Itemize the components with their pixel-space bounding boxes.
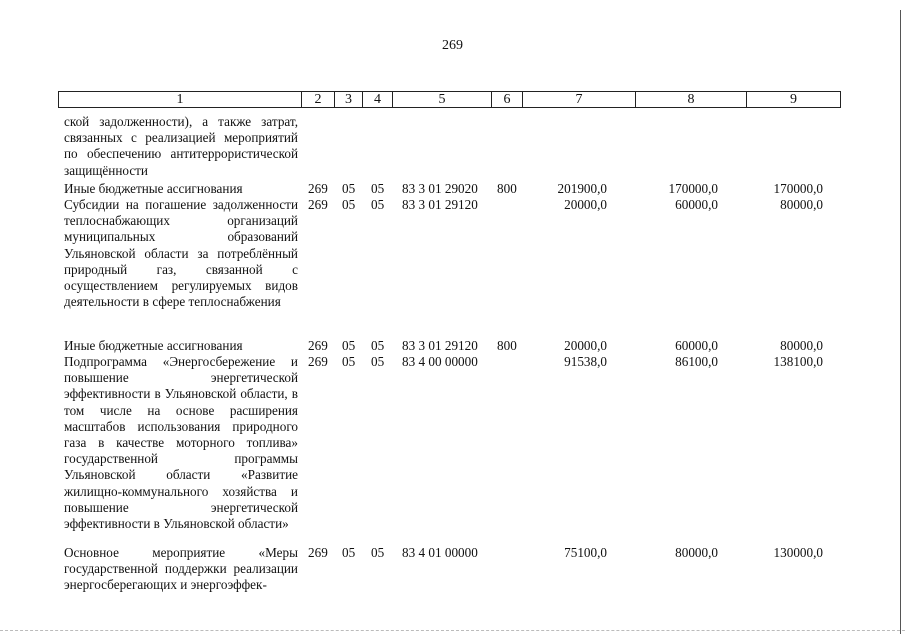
row-col-4: 05 (371, 545, 385, 560)
row-col-6: 800 (497, 338, 517, 353)
row-col-2: 269 (308, 181, 328, 196)
continuation-text: ской задолженности), а также затрат, связанных с реализацией мероприятий по обеспечению антитеррористической защищённости (64, 114, 298, 178)
row-col-8: 80000,0 (675, 545, 718, 560)
row-description: Иные бюджетные ассигнования (64, 338, 243, 353)
row-col-5: 83 4 00 00000 (402, 354, 478, 369)
row-col-3: 05 (342, 338, 356, 353)
row-col-2: 269 (308, 197, 328, 212)
row-col-7: 91538,0 (564, 354, 607, 369)
row-col-5: 83 3 01 29120 (402, 197, 478, 212)
row-col-9: 138100,0 (773, 354, 823, 369)
header-col-9: 9 (790, 92, 797, 107)
row-description: Подпрограмма «Энергосбережение и повышение энергетической эффективности в Ульяновской области, в том числе на основе расширения масштабов использования природного газа в качестве моторного топлива» государственной программы Ульяновской области «Развитие жилищно-коммунального хозяйства и повышение энергетической эффективности в Ульяновской области» (64, 354, 298, 532)
scan-edge-line (0, 630, 905, 631)
header-col-3: 3 (335, 92, 363, 107)
header-col-5: 5 (393, 92, 492, 107)
row-col-9: 130000,0 (773, 545, 823, 560)
row-col-3: 05 (342, 197, 356, 212)
row-col-7: 75100,0 (564, 545, 607, 560)
page-number: 269 (442, 38, 463, 53)
header-col-7: 7 (523, 92, 636, 107)
row-description: Основное мероприятие «Меры государственной поддержки реализации энергосберегающих и энергоэффек- (64, 545, 298, 593)
row-col-8: 86100,0 (675, 354, 718, 369)
header-col-8: 8 (636, 92, 747, 107)
row-col-4: 05 (371, 197, 385, 212)
row-col-8: 60000,0 (675, 338, 718, 353)
row-col-3: 05 (342, 545, 356, 560)
row-col-4: 05 (371, 181, 385, 196)
row-col-7: 20000,0 (564, 338, 607, 353)
row-col-4: 05 (371, 354, 385, 369)
row-col-3: 05 (342, 181, 356, 196)
row-col-5: 83 4 01 00000 (402, 545, 478, 560)
row-col-8: 170000,0 (668, 181, 718, 196)
row-col-8: 60000,0 (675, 197, 718, 212)
row-col-5: 83 3 01 29020 (402, 181, 478, 196)
header-col-6: 6 (492, 92, 523, 107)
row-col-2: 269 (308, 338, 328, 353)
row-col-2: 269 (308, 354, 328, 369)
row-col-3: 05 (342, 354, 356, 369)
row-col-7: 20000,0 (564, 197, 607, 212)
header-col-4: 4 (363, 92, 393, 107)
row-col-4: 05 (371, 338, 385, 353)
row-col-7: 201900,0 (557, 181, 607, 196)
header-col-1: 1 (59, 92, 302, 107)
row-col-2: 269 (308, 545, 328, 560)
row-col-5: 83 3 01 29120 (402, 338, 478, 353)
row-col-9: 80000,0 (780, 338, 823, 353)
table-header-row (58, 91, 841, 108)
header-col-2: 2 (302, 92, 335, 107)
row-col-6: 800 (497, 181, 517, 196)
page-edge-line (900, 10, 901, 634)
row-description: Субсидии на погашение задолженности теплоснабжающих организаций муниципальных образований Ульяновской области за потреблённый природный газ, связанной с осуществлением регулируемых видов деятельности в сфере теплоснабжения (64, 197, 298, 310)
row-col-9: 80000,0 (780, 197, 823, 212)
row-col-9: 170000,0 (773, 181, 823, 196)
row-description: Иные бюджетные ассигнования (64, 181, 243, 196)
